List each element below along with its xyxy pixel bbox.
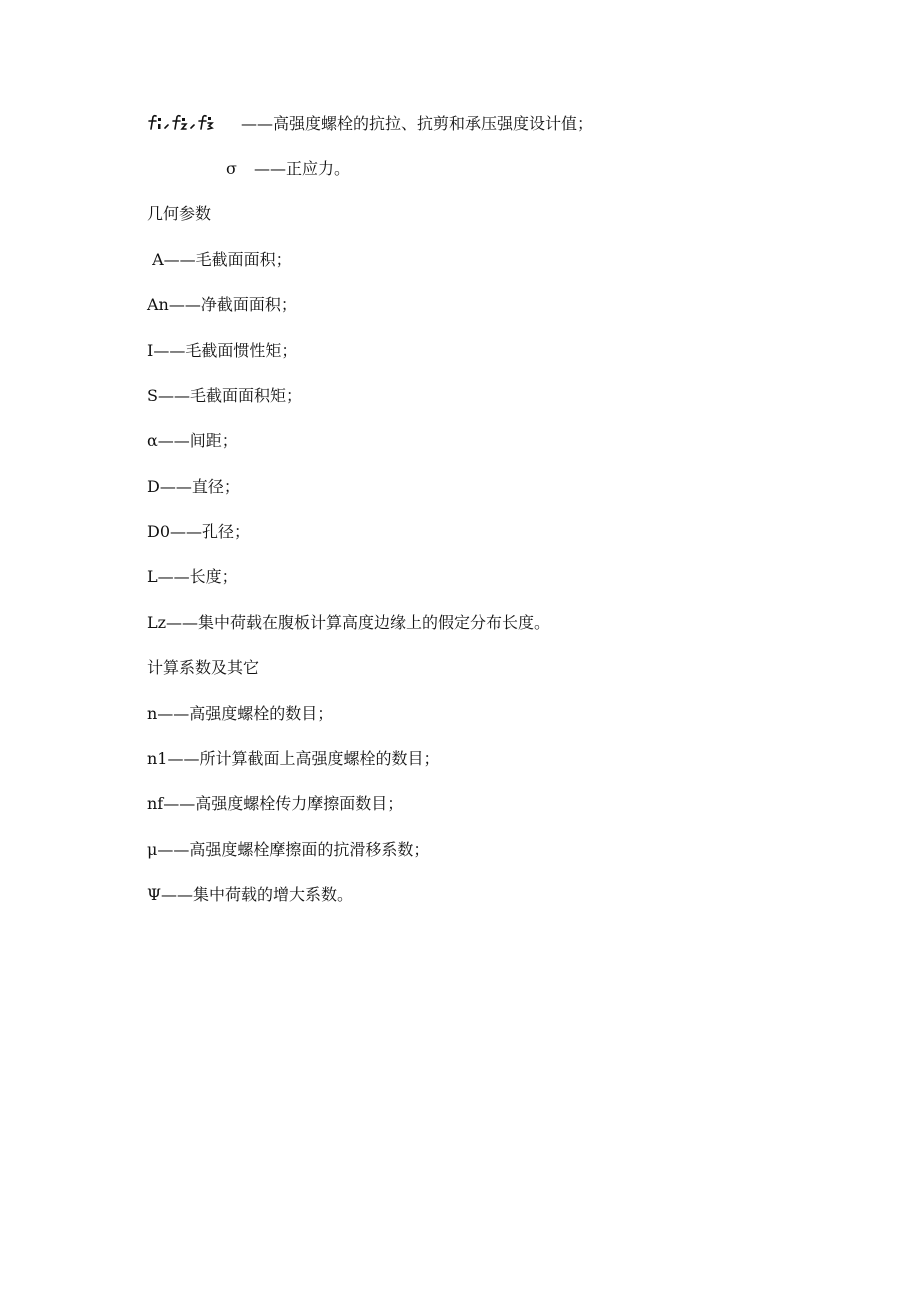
line-gross-area: A——毛截面面积； xyxy=(147,250,292,269)
line-bolt-count-section: n1——所计算截面上高强度螺栓的数目； xyxy=(147,749,440,768)
heading-geometry-parameters: 几何参数 xyxy=(147,204,212,223)
sigma-symbol: σ xyxy=(226,159,237,178)
line-amplification-factor: Ψ——集中荷载的增大系数。 xyxy=(147,885,354,904)
strength-symbols-image xyxy=(147,114,225,132)
normal-stress-text: ——正应力。 xyxy=(254,159,351,178)
line-moment-of-inertia: I——毛截面惯性矩； xyxy=(147,341,298,360)
line-diameter: D——直径； xyxy=(147,477,240,496)
line-bolt-count: n——高强度螺栓的数目； xyxy=(147,704,334,723)
line-net-area: An——净截面面积； xyxy=(147,295,297,314)
line-distribution-length: Lz——集中荷载在腹板计算高度边缘上的假定分布长度。 xyxy=(147,613,551,632)
line-slip-coefficient: μ——高强度螺栓摩擦面的抗滑移系数； xyxy=(147,840,430,859)
line-hole-diameter: D0——孔径； xyxy=(147,522,251,541)
heading-coefficients-and-others: 计算系数及其它 xyxy=(147,658,260,677)
line-area-moment: S——毛截面面积矩； xyxy=(147,386,302,405)
line-strength-design-values xyxy=(147,114,593,134)
line-friction-surfaces: nf——高强度螺栓传力摩擦面数目； xyxy=(147,794,404,813)
line-spacing: α——间距； xyxy=(147,431,238,450)
line-normal-stress xyxy=(226,159,350,179)
strength-design-values-text: ——高强度螺栓的抗拉、抗剪和承压强度设计值； xyxy=(241,114,594,133)
line-length: L——长度； xyxy=(147,567,238,586)
